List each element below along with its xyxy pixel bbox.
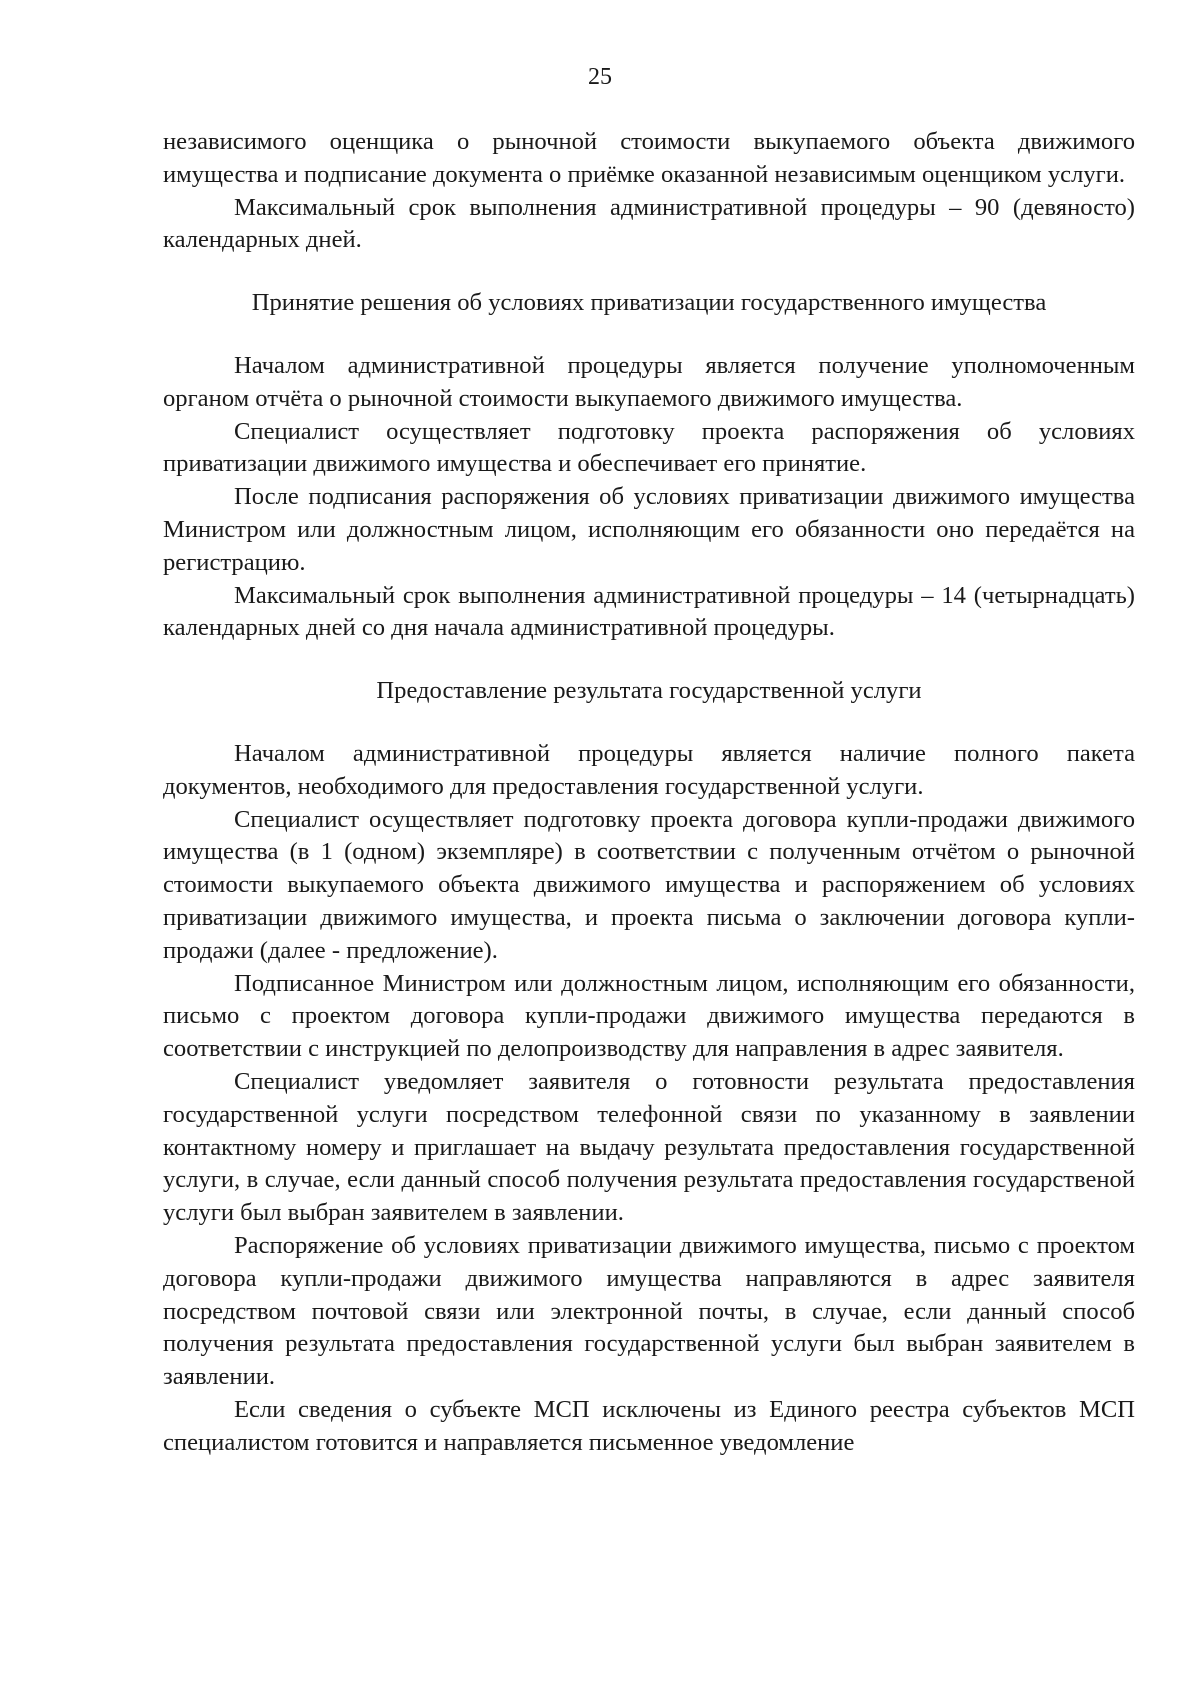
paragraph-max-term-90: Максимальный срок выполнения административной процедуры – 90 (девяносто) календарных дней. [163, 193, 1135, 254]
document-body [163, 126, 1135, 1459]
paragraph-signed-letter: Подписанное Министром или должностным лицом, исполняющим его обязанности, письмо с проектом договора купли-продажи движимого имущества передаются в соответствии с инструкцией по делопроизводству для направления в адрес заявителя. [163, 969, 1135, 1063]
page-number: 25 [588, 64, 612, 90]
paragraph-procedure-start: Началом административной процедуры является получение уполномоченным органом отчёта о рыночной стоимости выкупаемого движимого имущества. [163, 351, 1135, 412]
paragraph-contract-preparation: Специалист осуществляет подготовку проекта договора купли-продажи движимого имущества (в 1 (одном) экземпляре) в соответствии с полученным отчётом о рыночной стоимости выкупаемого объекта движимого имущества и распоряжением об условиях приватизации движимого имущества, и проекта письма о заключении договора купли-продажи (далее - предложение). [163, 805, 1135, 964]
paragraph-notify-applicant: Специалист уведомляет заявителя о готовности результата предоставления государственной услуги посредством телефонной связи по указанному в заявлении контактному номеру и приглашает на выдачу результата предоставления государственной услуги, в случае, если данный способ получения результата предоставления государственой услуги был выбран заявителем в заявлении. [163, 1067, 1135, 1227]
paragraph-result-start: Началом административной процедуры является наличие полного пакета документов, необходимого для предоставления государственной услуги. [163, 739, 1135, 800]
paragraph-order-sent: Распоряжение об условиях приватизации движимого имущества, письмо с проектом договора купли-продажи движимого имущества направляются в адрес заявителя посредством почтовой связи или электронной почты, в случае, если данный способ получения результата предоставления государственной услуги был выбран заявителем в заявлении. [163, 1231, 1135, 1391]
paragraph-msp-excluded: Если сведения о субъекте МСП исключены из Единого реестра субъектов МСП специалистом готовится и направляется письменное уведомление [163, 1395, 1135, 1456]
paragraph-after-signing: После подписания распоряжения об условиях приватизации движимого имущества Министром или должностным лицом, исполняющим его обязанности оно передаётся на регистрацию. [163, 483, 1135, 576]
section-heading-service-result: Предоставление результата государственной услуги [376, 677, 922, 705]
paragraph-specialist-order: Специалист осуществляет подготовку проекта распоряжения об условиях приватизации движимого имущества и обеспечивает его принятие. [163, 417, 1135, 478]
section-heading-privatization-decision: Принятие решения об условиях приватизации государственного имущества [251, 289, 1047, 317]
paragraph-continuation: независимого оценщика о рыночной стоимости выкупаемого объекта движимого имущества и подписание документа о приёмке оказанной независимым оценщиком услуги. [163, 128, 1135, 188]
paragraph-max-term-14: Максимальный срок выполнения административной процедуры – 14 (четырнадцать) календарных дней со дня начала административной процедуры. [163, 581, 1135, 642]
